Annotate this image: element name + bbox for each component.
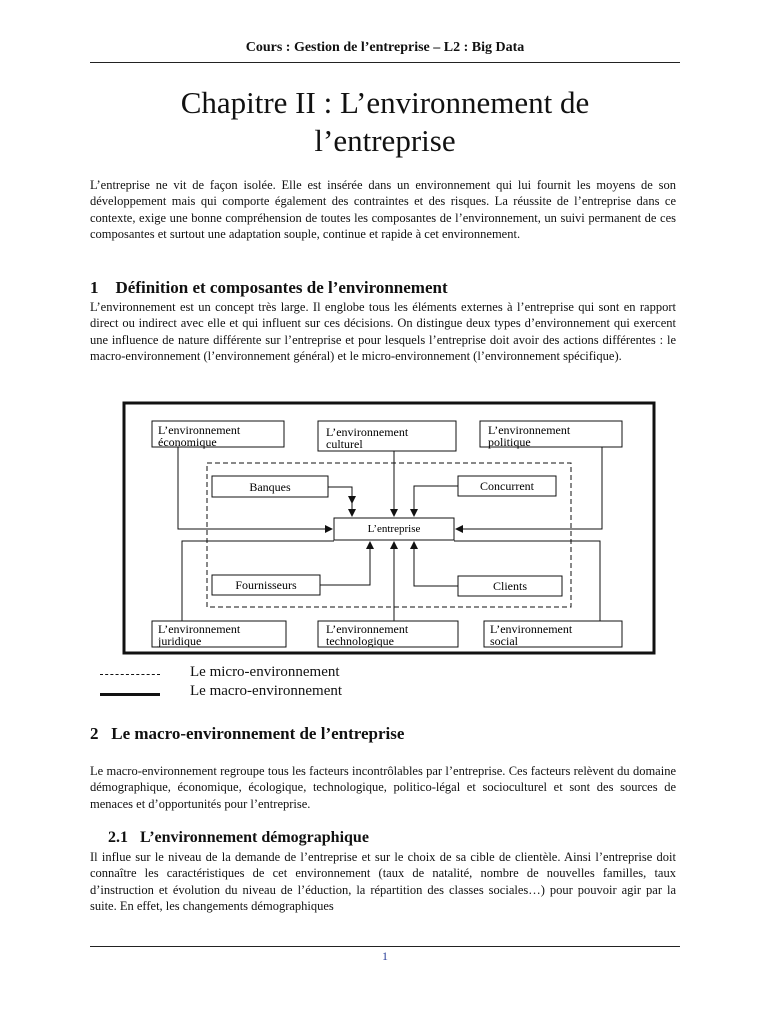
footer-rule [90,946,680,947]
box-env-juridique [152,621,286,648]
box-fournisseurs-label: Fournisseurs [235,578,297,592]
chapter-title [90,84,680,160]
page-header: Cours : Gestion de l’entreprise – L2 : Big Data [245,40,525,55]
box-fournisseurs [212,575,320,595]
box-economique-line-1: L’environnement [158,423,241,437]
section-2-1-paragraph: Il influe sur le niveau de la demande de l’entreprise et sur le choix de sa cible de clientèle. Ainsi l’entreprise doit connaître les caractéristiques de cet environnement (taux de natalité, nombre de nouvelles familles, taux d’instruction et évolution du niveau de l’éduction, la répartition des classes sociales…) pour pouvoir agir par la suite. En effet, les changements démographiques [90,850,676,914]
box-politique-line-2: politique [488,435,531,449]
page-number: 1 [382,949,388,963]
legend-micro-label: Le micro-environnement [190,664,340,680]
box-technologique-line-1: L’environnement [326,622,409,636]
box-env-politique [480,421,622,449]
box-social-line-2: social [490,634,518,648]
legend-dashed-line [100,674,160,675]
box-env-social [484,621,622,648]
legend-macro-label: Le macro-environnement [190,683,343,699]
section-1-paragraph: L’environnement est un concept très large. Il englobe tous les éléments externes à l’entreprise qui sont en rapport direct ou indirect avec elle et qui influent sur ces décisions. On distingue deux types d’environnement qui exercent une influence de nature différente sur l’entreprise et pour lesquels l’entreprise doit avoir des actions différentes : le macro-environnement (l’environnement général) et le micro-environnement (l’environnement spécifique). [90,300,676,364]
box-politique-line-1: L’environnement [488,423,571,437]
arrow-banques [328,487,352,503]
box-culturel-line-1: L’environnement [326,425,409,439]
section-2-title: Le macro-environnement de l’entreprise [111,724,405,743]
box-entreprise-label: L’entreprise [367,523,421,535]
box-juridique-line-1: L’environnement [158,622,241,636]
section-1-title: Définition et composantes de l’environnement [115,278,448,297]
box-clients-label: Clients [492,579,528,593]
box-concurrent [458,476,556,496]
box-technologique-line-2: technologique [326,634,394,648]
box-banques [212,476,328,497]
section-2-1-number: 2.1 [108,829,128,846]
box-social-line-1: L’environnement [490,622,573,636]
legend-solid-line [100,693,160,696]
section-2-1-heading [108,829,369,847]
section-2-heading [90,724,404,744]
box-env-technologique [318,621,458,648]
box-concurrent-label: Concurrent [480,479,534,493]
box-banques-label: Banques [249,480,291,494]
section-2-1-title: L’environnement démographique [140,829,369,846]
box-entreprise [334,518,454,540]
box-env-economique [152,421,284,449]
box-juridique-line-2: juridique [158,634,202,648]
box-clients [458,576,562,596]
section-1-number: 1 [90,278,99,297]
section-2-number: 2 [90,724,99,743]
section-2-paragraph: Le macro-environnement regroupe tous les facteurs incontrôlables par l’entreprise. Ces facteurs relèvent du domaine démographique, économique, écologique, technologique, politico-légal et socioculturel et sont des sources de menaces et d’opportunités pour l’entreprise. [90,764,676,811]
legend-macro [100,683,500,703]
box-economique-line-2: économique [158,435,217,449]
chapter-title-line-1: Chapitre II : L’environnement de [180,85,590,120]
intro-paragraph: L’entreprise ne vit de façon isolée. Elle est insérée dans un environnement qui lui fournit les moyens de son développement mais qui comporte également des contraintes et des risques. La réussite de l’entreprise dans ce contexte, exige une bonne compréhension de toutes les composantes de l’environnement, un suivi permanent de ces composantes et surtout une adaptation souple, continue et rapide à cet environnement. [90,178,676,242]
environment-diagram [122,401,656,655]
arrow-clients [414,542,458,586]
arrow-concurrent [414,486,458,516]
legend-micro [100,664,500,684]
chapter-title-line-2: l’entreprise [314,123,456,158]
box-env-culturel [318,421,456,451]
box-culturel-line-2: culturel [326,437,363,451]
header-rule [90,62,680,63]
arrow-fournisseurs [320,542,370,585]
section-1-heading [90,278,448,298]
